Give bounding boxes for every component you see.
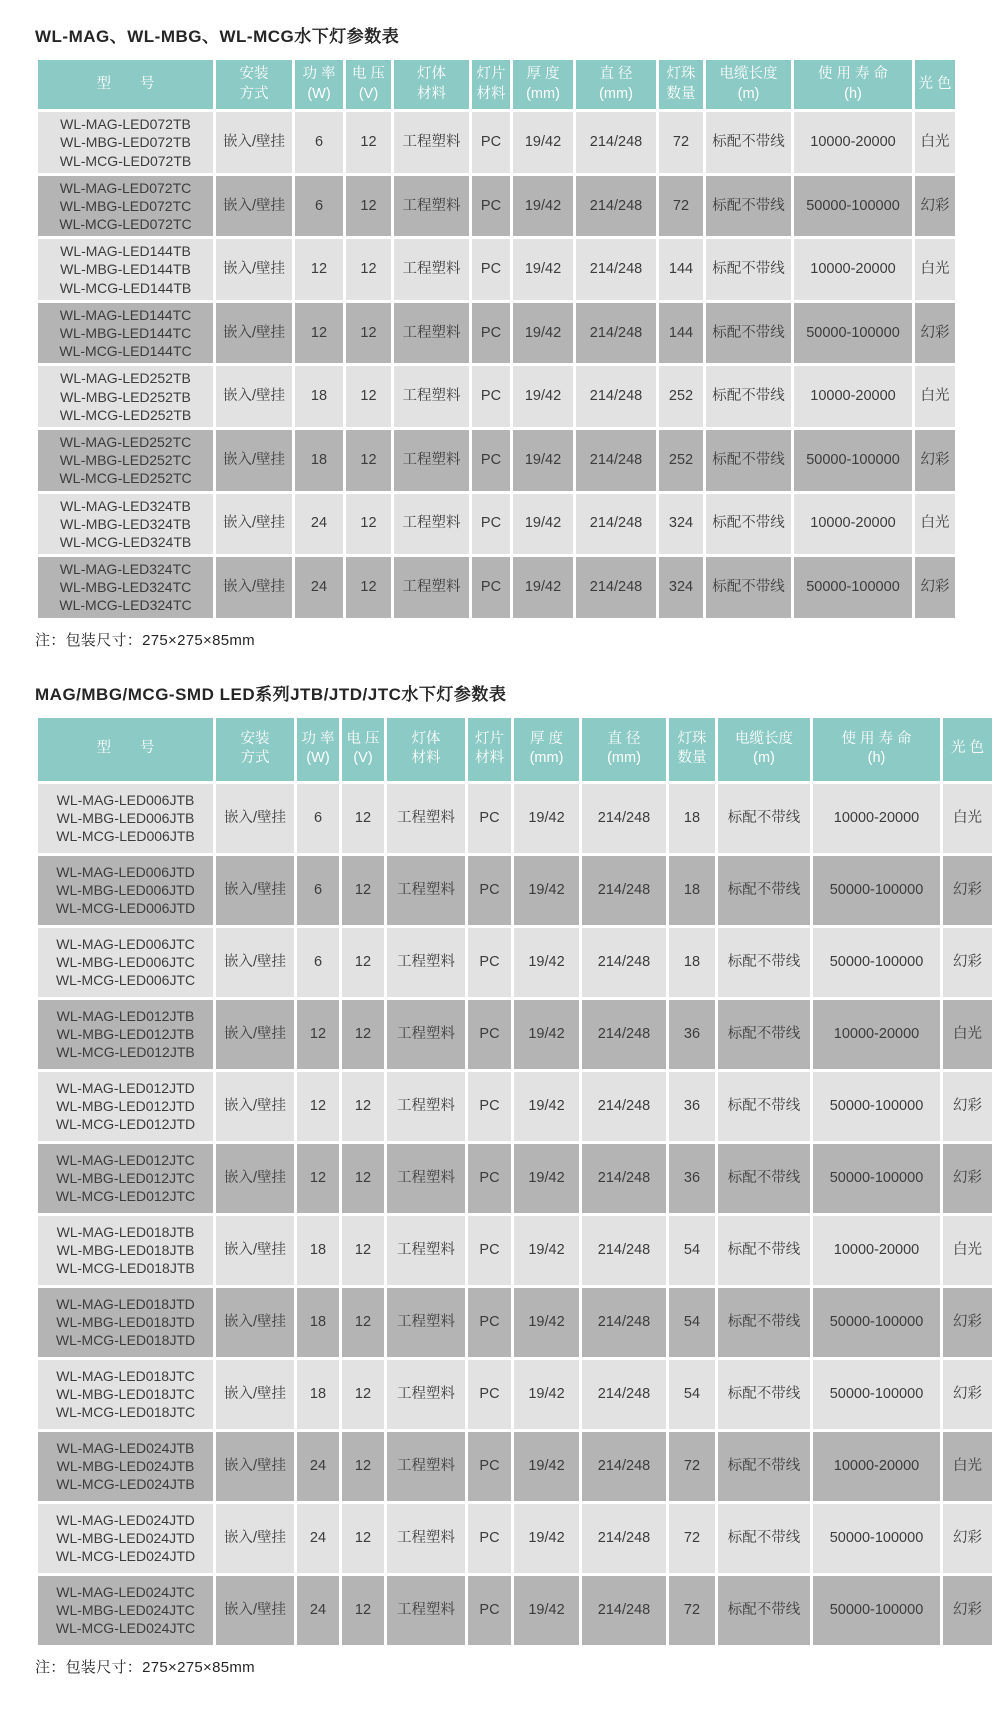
cell-install: 嵌入/壁挂 — [216, 366, 292, 427]
cell-lifespan_h: 10000-20000 — [813, 1000, 940, 1069]
table-row — [38, 784, 992, 853]
cell-lens_material: PC — [472, 557, 510, 618]
cell-install: 嵌入/壁挂 — [216, 1432, 294, 1501]
cell-lens_material: PC — [472, 366, 510, 427]
cell-light_color: 幻彩 — [915, 430, 955, 491]
cell-diameter_mm: 214/248 — [582, 928, 666, 997]
cell-cable_length: 标配不带线 — [706, 430, 791, 491]
cell-voltage_v: 12 — [342, 1360, 384, 1429]
cell-thickness_mm: 19/42 — [513, 112, 573, 173]
cell-diameter_mm: 214/248 — [582, 1216, 666, 1285]
cell-lifespan_h: 10000-20000 — [813, 784, 940, 853]
cell-voltage_v: 12 — [346, 494, 391, 555]
header-cell-voltage_v: 电 压 (V) — [346, 60, 391, 109]
cell-cable_length: 标配不带线 — [706, 303, 791, 364]
cell-light_color: 白光 — [943, 784, 992, 853]
cell-voltage_v: 12 — [346, 430, 391, 491]
cell-cable_length: 标配不带线 — [718, 856, 810, 925]
cell-thickness_mm: 19/42 — [513, 239, 573, 300]
cell-light_color: 白光 — [915, 494, 955, 555]
cell-cable_length: 标配不带线 — [718, 1000, 810, 1069]
header-cell-light_color: 光 色 — [915, 60, 955, 109]
cell-voltage_v: 12 — [342, 1288, 384, 1357]
cell-power_w: 6 — [295, 112, 343, 173]
table1-title: WL-MAG、WL-MBG、WL-MCG水下灯参数表 — [35, 27, 400, 46]
cell-diameter_mm: 214/248 — [576, 239, 656, 300]
cell-led_count: 72 — [659, 112, 703, 173]
table-row — [38, 1288, 992, 1357]
cell-light_color: 幻彩 — [915, 303, 955, 364]
cell-body_material: 工程塑料 — [387, 928, 465, 997]
cell-install: 嵌入/壁挂 — [216, 1144, 294, 1213]
cell-lens_material: PC — [468, 1504, 511, 1573]
cell-cable_length: 标配不带线 — [706, 366, 791, 427]
cell-power_w: 12 — [297, 1000, 339, 1069]
cell-led_count: 72 — [669, 1504, 715, 1573]
cell-body_material: 工程塑料 — [387, 1504, 465, 1573]
cell-body_material: 工程塑料 — [387, 1576, 465, 1645]
cell-install: 嵌入/壁挂 — [216, 494, 292, 555]
header-cell-thickness_mm: 厚 度 (mm) — [514, 718, 579, 781]
cell-light_color: 白光 — [943, 1216, 992, 1285]
cell-models: WL-MAG-LED252TC WL-MBG-LED252TC WL-MCG-LED252TC — [38, 430, 213, 491]
header-cell-voltage_v: 电 压 (V) — [342, 718, 384, 781]
cell-body_material: 工程塑料 — [387, 1000, 465, 1069]
table2-head — [38, 718, 992, 781]
cell-power_w: 18 — [295, 366, 343, 427]
cell-led_count: 72 — [669, 1576, 715, 1645]
cell-diameter_mm: 214/248 — [582, 1504, 666, 1573]
table-row — [38, 1432, 992, 1501]
header-cell-diameter_mm: 直 径 (mm) — [576, 60, 656, 109]
cell-thickness_mm: 19/42 — [513, 366, 573, 427]
cell-install: 嵌入/壁挂 — [216, 1072, 294, 1141]
table2-note: 注：包装尺寸：275×275×85mm — [35, 1658, 255, 1676]
cell-led_count: 324 — [659, 557, 703, 618]
table2-body — [38, 784, 992, 1645]
cell-lifespan_h: 50000-100000 — [794, 430, 912, 491]
cell-diameter_mm: 214/248 — [576, 366, 656, 427]
cell-power_w: 6 — [297, 856, 339, 925]
header-cell-cable_length: 电缆长度 (m) — [718, 718, 810, 781]
header-cell-lifespan_h: 使 用 寿 命 (h) — [813, 718, 940, 781]
cell-models: WL-MAG-LED006JTD WL-MBG-LED006JTD WL-MCG-LED006JTD — [38, 856, 213, 925]
cell-light_color: 幻彩 — [943, 1360, 992, 1429]
cell-body_material: 工程塑料 — [387, 1216, 465, 1285]
table-row — [38, 928, 992, 997]
cell-thickness_mm: 19/42 — [514, 1000, 579, 1069]
cell-install: 嵌入/壁挂 — [216, 176, 292, 237]
cell-voltage_v: 12 — [342, 1216, 384, 1285]
cell-voltage_v: 12 — [342, 856, 384, 925]
cell-cable_length: 标配不带线 — [718, 1144, 810, 1213]
cell-power_w: 6 — [297, 928, 339, 997]
table-row — [38, 1000, 992, 1069]
header-cell-lens_material: 灯片 材料 — [468, 718, 511, 781]
table2-header-row — [38, 718, 992, 781]
cell-cable_length: 标配不带线 — [718, 928, 810, 997]
cell-cable_length: 标配不带线 — [706, 494, 791, 555]
header-cell-body_material: 灯体 材料 — [394, 60, 469, 109]
cell-diameter_mm: 214/248 — [576, 176, 656, 237]
cell-power_w: 24 — [297, 1504, 339, 1573]
cell-models: WL-MAG-LED324TB WL-MBG-LED324TB WL-MCG-LED324TB — [38, 494, 213, 555]
cell-voltage_v: 12 — [342, 1000, 384, 1069]
cell-lifespan_h: 50000-100000 — [813, 1288, 940, 1357]
cell-body_material: 工程塑料 — [387, 1144, 465, 1213]
cell-install: 嵌入/壁挂 — [216, 1504, 294, 1573]
cell-voltage_v: 12 — [342, 1432, 384, 1501]
cell-models: WL-MAG-LED024JTC WL-MBG-LED024JTC WL-MCG-LED024JTC — [38, 1576, 213, 1645]
cell-power_w: 12 — [297, 1144, 339, 1213]
cell-thickness_mm: 19/42 — [513, 303, 573, 364]
cell-lifespan_h: 50000-100000 — [813, 928, 940, 997]
cell-led_count: 18 — [669, 784, 715, 853]
header-cell-power_w: 功 率 (W) — [297, 718, 339, 781]
cell-models: WL-MAG-LED024JTD WL-MBG-LED024JTD WL-MCG-LED024JTD — [38, 1504, 213, 1573]
table-row — [38, 1216, 992, 1285]
cell-body_material: 工程塑料 — [394, 303, 469, 364]
cell-thickness_mm: 19/42 — [514, 1432, 579, 1501]
table-row — [38, 1360, 992, 1429]
header-cell-led_count: 灯珠 数量 — [669, 718, 715, 781]
cell-body_material: 工程塑料 — [394, 366, 469, 427]
cell-diameter_mm: 214/248 — [576, 430, 656, 491]
cell-power_w: 12 — [295, 303, 343, 364]
cell-install: 嵌入/壁挂 — [216, 1000, 294, 1069]
cell-lifespan_h: 50000-100000 — [813, 1360, 940, 1429]
cell-lens_material: PC — [468, 784, 511, 853]
table-row — [38, 239, 955, 300]
cell-light_color: 幻彩 — [943, 1504, 992, 1573]
cell-light_color: 幻彩 — [943, 1072, 992, 1141]
cell-thickness_mm: 19/42 — [514, 1144, 579, 1213]
cell-body_material: 工程塑料 — [394, 557, 469, 618]
cell-install: 嵌入/壁挂 — [216, 1360, 294, 1429]
cell-diameter_mm: 214/248 — [582, 856, 666, 925]
cell-voltage_v: 12 — [346, 366, 391, 427]
header-cell-body_material: 灯体 材料 — [387, 718, 465, 781]
cell-body_material: 工程塑料 — [387, 1360, 465, 1429]
cell-power_w: 12 — [297, 1072, 339, 1141]
cell-led_count: 252 — [659, 366, 703, 427]
header-cell-power_w: 功 率 (W) — [295, 60, 343, 109]
cell-lens_material: PC — [468, 1072, 511, 1141]
cell-diameter_mm: 214/248 — [582, 1576, 666, 1645]
table1-note: 注：包装尺寸：275×275×85mm — [35, 631, 255, 649]
cell-led_count: 144 — [659, 303, 703, 364]
cell-models: WL-MAG-LED006JTC WL-MBG-LED006JTC WL-MCG-LED006JTC — [38, 928, 213, 997]
cell-power_w: 24 — [295, 557, 343, 618]
cell-light_color: 幻彩 — [943, 1288, 992, 1357]
cell-body_material: 工程塑料 — [387, 1432, 465, 1501]
header-cell-models: 型 号 — [38, 718, 213, 781]
cell-lens_material: PC — [468, 1000, 511, 1069]
cell-cable_length: 标配不带线 — [706, 112, 791, 173]
cell-diameter_mm: 214/248 — [582, 1432, 666, 1501]
cell-diameter_mm: 214/248 — [582, 1072, 666, 1141]
cell-install: 嵌入/壁挂 — [216, 430, 292, 491]
cell-diameter_mm: 214/248 — [582, 1144, 666, 1213]
cell-led_count: 18 — [669, 928, 715, 997]
cell-thickness_mm: 19/42 — [514, 1576, 579, 1645]
cell-led_count: 252 — [659, 430, 703, 491]
cell-install: 嵌入/壁挂 — [216, 303, 292, 364]
cell-voltage_v: 12 — [346, 557, 391, 618]
table-row — [38, 303, 955, 364]
table1-header-row — [38, 60, 955, 109]
cell-diameter_mm: 214/248 — [576, 303, 656, 364]
cell-install: 嵌入/壁挂 — [216, 1288, 294, 1357]
cell-power_w: 6 — [295, 176, 343, 237]
cell-diameter_mm: 214/248 — [576, 112, 656, 173]
cell-voltage_v: 12 — [342, 1576, 384, 1645]
cell-cable_length: 标配不带线 — [718, 1072, 810, 1141]
cell-cable_length: 标配不带线 — [718, 1360, 810, 1429]
table1-head — [38, 60, 955, 109]
cell-light_color: 白光 — [915, 366, 955, 427]
cell-install: 嵌入/壁挂 — [216, 557, 292, 618]
cell-thickness_mm: 19/42 — [513, 494, 573, 555]
cell-lens_material: PC — [472, 112, 510, 173]
cell-lens_material: PC — [472, 303, 510, 364]
cell-install: 嵌入/壁挂 — [216, 1576, 294, 1645]
cell-voltage_v: 12 — [346, 176, 391, 237]
header-cell-thickness_mm: 厚 度 (mm) — [513, 60, 573, 109]
cell-lens_material: PC — [472, 239, 510, 300]
cell-lens_material: PC — [468, 856, 511, 925]
cell-models: WL-MAG-LED324TC WL-MBG-LED324TC WL-MCG-LED324TC — [38, 557, 213, 618]
cell-diameter_mm: 214/248 — [582, 1360, 666, 1429]
cell-cable_length: 标配不带线 — [718, 1504, 810, 1573]
cell-light_color: 幻彩 — [943, 1576, 992, 1645]
cell-diameter_mm: 214/248 — [582, 1288, 666, 1357]
header-cell-led_count: 灯珠 数量 — [659, 60, 703, 109]
table-row — [38, 366, 955, 427]
header-cell-lens_material: 灯片 材料 — [472, 60, 510, 109]
table-row — [38, 1072, 992, 1141]
table2-section — [35, 680, 985, 1677]
cell-voltage_v: 12 — [342, 1072, 384, 1141]
header-cell-install: 安装 方式 — [216, 60, 292, 109]
header-cell-cable_length: 电缆长度 (m) — [706, 60, 791, 109]
cell-light_color: 幻彩 — [915, 557, 955, 618]
cell-thickness_mm: 19/42 — [513, 430, 573, 491]
cell-thickness_mm: 19/42 — [514, 1216, 579, 1285]
table1 — [35, 57, 958, 621]
table-row — [38, 430, 955, 491]
cell-voltage_v: 12 — [342, 1504, 384, 1573]
cell-lifespan_h: 10000-20000 — [794, 366, 912, 427]
cell-power_w: 24 — [295, 494, 343, 555]
cell-lifespan_h: 10000-20000 — [813, 1432, 940, 1501]
cell-light_color: 幻彩 — [943, 856, 992, 925]
cell-thickness_mm: 19/42 — [514, 856, 579, 925]
cell-lens_material: PC — [468, 928, 511, 997]
cell-install: 嵌入/壁挂 — [216, 784, 294, 853]
cell-lens_material: PC — [472, 430, 510, 491]
cell-body_material: 工程塑料 — [394, 239, 469, 300]
cell-install: 嵌入/壁挂 — [216, 856, 294, 925]
cell-body_material: 工程塑料 — [387, 856, 465, 925]
table2 — [35, 715, 995, 1648]
cell-lifespan_h: 50000-100000 — [813, 1504, 940, 1573]
cell-body_material: 工程塑料 — [387, 784, 465, 853]
cell-cable_length: 标配不带线 — [718, 1288, 810, 1357]
cell-led_count: 72 — [659, 176, 703, 237]
cell-lifespan_h: 50000-100000 — [794, 176, 912, 237]
header-cell-install: 安装 方式 — [216, 718, 294, 781]
header-cell-diameter_mm: 直 径 (mm) — [582, 718, 666, 781]
cell-voltage_v: 12 — [346, 112, 391, 173]
cell-lens_material: PC — [468, 1432, 511, 1501]
cell-power_w: 24 — [297, 1432, 339, 1501]
cell-light_color: 白光 — [915, 239, 955, 300]
cell-models: WL-MAG-LED018JTC WL-MBG-LED018JTC WL-MCG-LED018JTC — [38, 1360, 213, 1429]
cell-voltage_v: 12 — [342, 784, 384, 853]
cell-models: WL-MAG-LED012JTD WL-MBG-LED012JTD WL-MCG-LED012JTD — [38, 1072, 213, 1141]
cell-thickness_mm: 19/42 — [513, 557, 573, 618]
cell-power_w: 12 — [295, 239, 343, 300]
cell-led_count: 72 — [669, 1432, 715, 1501]
cell-voltage_v: 12 — [346, 239, 391, 300]
table-row — [38, 1576, 992, 1645]
cell-voltage_v: 12 — [342, 1144, 384, 1213]
cell-install: 嵌入/壁挂 — [216, 112, 292, 173]
cell-led_count: 144 — [659, 239, 703, 300]
cell-thickness_mm: 19/42 — [514, 928, 579, 997]
cell-thickness_mm: 19/42 — [514, 784, 579, 853]
cell-install: 嵌入/壁挂 — [216, 1216, 294, 1285]
cell-body_material: 工程塑料 — [394, 430, 469, 491]
cell-lifespan_h: 10000-20000 — [794, 112, 912, 173]
cell-led_count: 54 — [669, 1216, 715, 1285]
cell-models: WL-MAG-LED252TB WL-MBG-LED252TB WL-MCG-LED252TB — [38, 366, 213, 427]
table2-title: MAG/MBG/MCG-SMD LED系列JTB/JTD/JTC水下灯参数表 — [35, 684, 507, 704]
cell-power_w: 24 — [297, 1576, 339, 1645]
table1-body — [38, 112, 955, 618]
cell-power_w: 18 — [297, 1288, 339, 1357]
cell-thickness_mm: 19/42 — [513, 176, 573, 237]
cell-models: WL-MAG-LED018JTB WL-MBG-LED018JTB WL-MCG-LED018JTB — [38, 1216, 213, 1285]
cell-thickness_mm: 19/42 — [514, 1288, 579, 1357]
cell-lifespan_h: 10000-20000 — [794, 239, 912, 300]
cell-cable_length: 标配不带线 — [706, 239, 791, 300]
header-cell-models: 型 号 — [38, 60, 213, 109]
cell-cable_length: 标配不带线 — [718, 1216, 810, 1285]
cell-led_count: 36 — [669, 1000, 715, 1069]
cell-led_count: 36 — [669, 1144, 715, 1213]
cell-light_color: 白光 — [943, 1432, 992, 1501]
cell-lens_material: PC — [468, 1288, 511, 1357]
table-row — [38, 112, 955, 173]
cell-models: WL-MAG-LED072TB WL-MBG-LED072TB WL-MCG-LED072TB — [38, 112, 213, 173]
cell-diameter_mm: 214/248 — [582, 1000, 666, 1069]
cell-body_material: 工程塑料 — [394, 112, 469, 173]
cell-led_count: 36 — [669, 1072, 715, 1141]
cell-lifespan_h: 10000-20000 — [794, 494, 912, 555]
header-cell-lifespan_h: 使 用 寿 命 (h) — [794, 60, 912, 109]
table-row — [38, 1144, 992, 1213]
cell-diameter_mm: 214/248 — [576, 494, 656, 555]
cell-lens_material: PC — [468, 1144, 511, 1213]
table-row — [38, 856, 992, 925]
cell-led_count: 324 — [659, 494, 703, 555]
cell-cable_length: 标配不带线 — [706, 176, 791, 237]
cell-cable_length: 标配不带线 — [718, 1432, 810, 1501]
cell-body_material: 工程塑料 — [394, 494, 469, 555]
cell-lifespan_h: 50000-100000 — [813, 1144, 940, 1213]
cell-led_count: 54 — [669, 1360, 715, 1429]
cell-light_color: 幻彩 — [915, 176, 955, 237]
cell-lens_material: PC — [468, 1216, 511, 1285]
table-row — [38, 1504, 992, 1573]
cell-lifespan_h: 50000-100000 — [813, 1072, 940, 1141]
cell-power_w: 18 — [295, 430, 343, 491]
cell-lens_material: PC — [472, 176, 510, 237]
cell-diameter_mm: 214/248 — [576, 557, 656, 618]
cell-models: WL-MAG-LED012JTB WL-MBG-LED012JTB WL-MCG-LED012JTB — [38, 1000, 213, 1069]
cell-power_w: 18 — [297, 1360, 339, 1429]
cell-lifespan_h: 50000-100000 — [794, 557, 912, 618]
cell-models: WL-MAG-LED144TC WL-MBG-LED144TC WL-MCG-LED144TC — [38, 303, 213, 364]
cell-lifespan_h: 50000-100000 — [813, 1576, 940, 1645]
cell-lifespan_h: 10000-20000 — [813, 1216, 940, 1285]
cell-models: WL-MAG-LED072TC WL-MBG-LED072TC WL-MCG-LED072TC — [38, 176, 213, 237]
cell-lens_material: PC — [472, 494, 510, 555]
cell-lifespan_h: 50000-100000 — [813, 856, 940, 925]
cell-voltage_v: 12 — [346, 303, 391, 364]
cell-models: WL-MAG-LED144TB WL-MBG-LED144TB WL-MCG-LED144TB — [38, 239, 213, 300]
cell-body_material: 工程塑料 — [387, 1072, 465, 1141]
cell-body_material: 工程塑料 — [394, 176, 469, 237]
cell-cable_length: 标配不带线 — [718, 1576, 810, 1645]
cell-body_material: 工程塑料 — [387, 1288, 465, 1357]
cell-light_color: 幻彩 — [943, 1144, 992, 1213]
cell-thickness_mm: 19/42 — [514, 1504, 579, 1573]
cell-models: WL-MAG-LED006JTB WL-MBG-LED006JTB WL-MCG-LED006JTB — [38, 784, 213, 853]
cell-lens_material: PC — [468, 1576, 511, 1645]
cell-light_color: 白光 — [943, 1000, 992, 1069]
cell-voltage_v: 12 — [342, 928, 384, 997]
cell-lifespan_h: 50000-100000 — [794, 303, 912, 364]
cell-led_count: 54 — [669, 1288, 715, 1357]
cell-models: WL-MAG-LED012JTC WL-MBG-LED012JTC WL-MCG-LED012JTC — [38, 1144, 213, 1213]
table-row — [38, 494, 955, 555]
cell-cable_length: 标配不带线 — [718, 784, 810, 853]
table-row — [38, 176, 955, 237]
cell-power_w: 18 — [297, 1216, 339, 1285]
cell-thickness_mm: 19/42 — [514, 1072, 579, 1141]
cell-diameter_mm: 214/248 — [582, 784, 666, 853]
cell-thickness_mm: 19/42 — [514, 1360, 579, 1429]
cell-install: 嵌入/壁挂 — [216, 239, 292, 300]
cell-power_w: 6 — [297, 784, 339, 853]
cell-led_count: 18 — [669, 856, 715, 925]
header-cell-light_color: 光 色 — [943, 718, 992, 781]
cell-cable_length: 标配不带线 — [706, 557, 791, 618]
table-row — [38, 557, 955, 618]
cell-models: WL-MAG-LED018JTD WL-MBG-LED018JTD WL-MCG-LED018JTD — [38, 1288, 213, 1357]
cell-models: WL-MAG-LED024JTB WL-MBG-LED024JTB WL-MCG-LED024JTB — [38, 1432, 213, 1501]
cell-light_color: 白光 — [915, 112, 955, 173]
cell-install: 嵌入/壁挂 — [216, 928, 294, 997]
cell-light_color: 幻彩 — [943, 928, 992, 997]
table1-section — [35, 22, 972, 650]
cell-lens_material: PC — [468, 1360, 511, 1429]
